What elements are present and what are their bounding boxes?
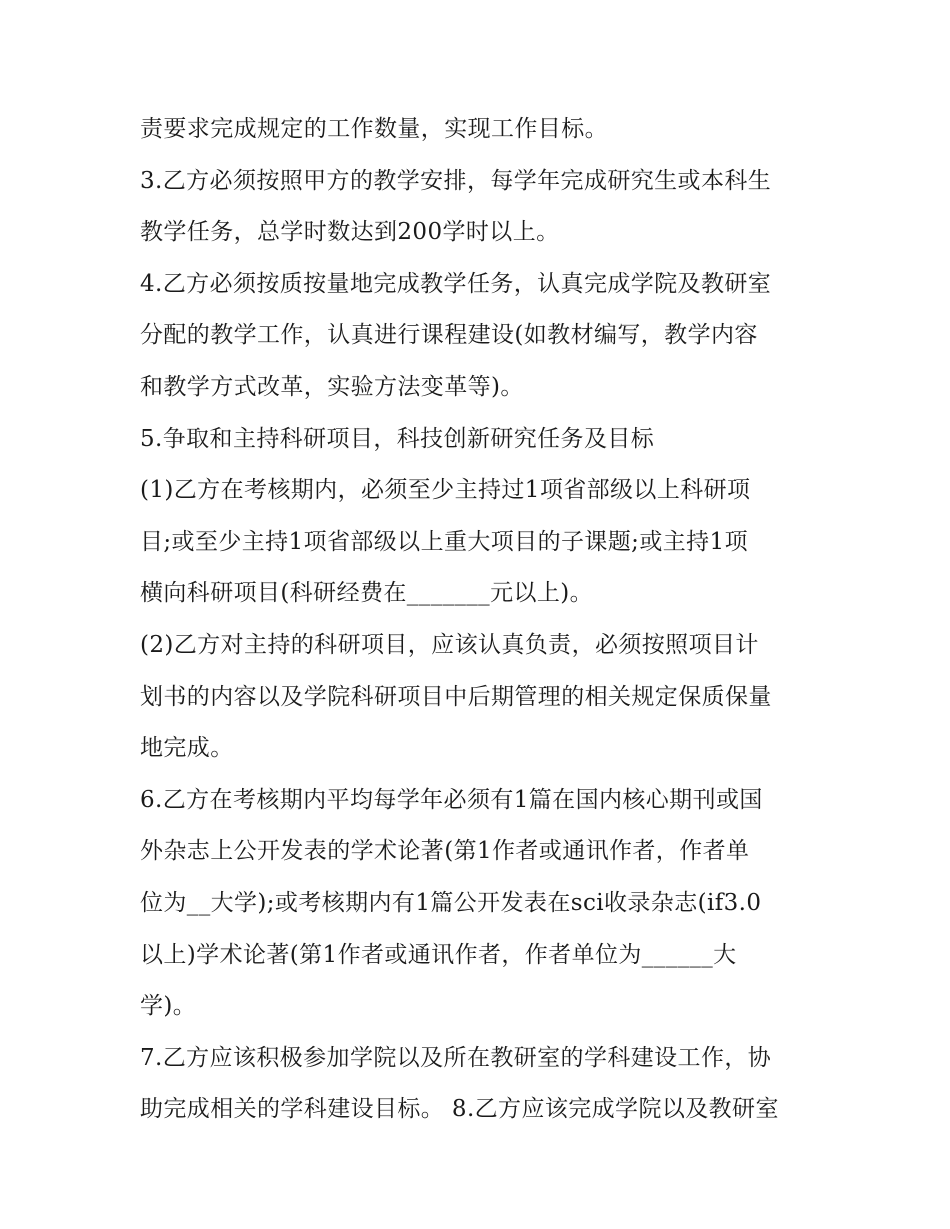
text-line: 7.乙方应该积极参加学院以及所在教研室的学科建设工作，协 xyxy=(140,1044,772,1071)
text-line: 划书的内容以及学院科研项目中后期管理的相关规定保质保量 xyxy=(140,683,772,710)
text-line: 助完成相关的学科建设目标。 8.乙方应该完成学院以及教研室 xyxy=(140,1096,779,1123)
text-line: 3.乙方必须按照甲方的教学安排，每学年完成研究生或本科生 xyxy=(140,167,772,194)
text-line: 6.乙方在考核期内平均每学年必须有1篇在国内核心期刊或国 xyxy=(140,786,763,813)
text-line: 外杂志上公开发表的学术论著(第1作者或通讯作者，作者单 xyxy=(140,838,750,865)
text-line: 以上)学术论著(第1作者或通讯作者，作者单位为______大 xyxy=(140,941,737,968)
text-line: 学)。 xyxy=(140,993,197,1020)
text-line: 位为__大学);或考核期内有1篇公开发表在sci收录杂志(if3.0 xyxy=(140,889,762,916)
text-line: 教学任务，总学时数达到200学时以上。 xyxy=(140,219,560,246)
text-line: 地完成。 xyxy=(140,735,234,762)
text-line: 目;或至少主持1项省部级以上重大项目的子课题;或主持1项 xyxy=(140,528,748,555)
text-line: (1)乙方在考核期内，必须至少主持过1项省部级以上科研项 xyxy=(140,477,751,504)
text-line: (2)乙方对主持的科研项目，应该认真负责，必须按照项目计 xyxy=(140,631,759,658)
text-line: 横向科研项目(科研经费在_______元以上)。 xyxy=(140,580,594,607)
document-body xyxy=(140,104,830,1136)
text-line: 和教学方式改革，实验方法变革等)。 xyxy=(140,373,524,400)
text-line: 4.乙方必须按质按量地完成教学任务，认真完成学院及教研室 xyxy=(140,270,772,297)
text-line: 分配的教学工作，认真进行课程建设(如教材编写，教学内容 xyxy=(140,322,758,349)
text-line: 责要求完成规定的工作数量，实现工作目标。 xyxy=(140,116,608,142)
text-line: 5.争取和主持科研项目，科技创新研究任务及目标 xyxy=(140,425,655,452)
